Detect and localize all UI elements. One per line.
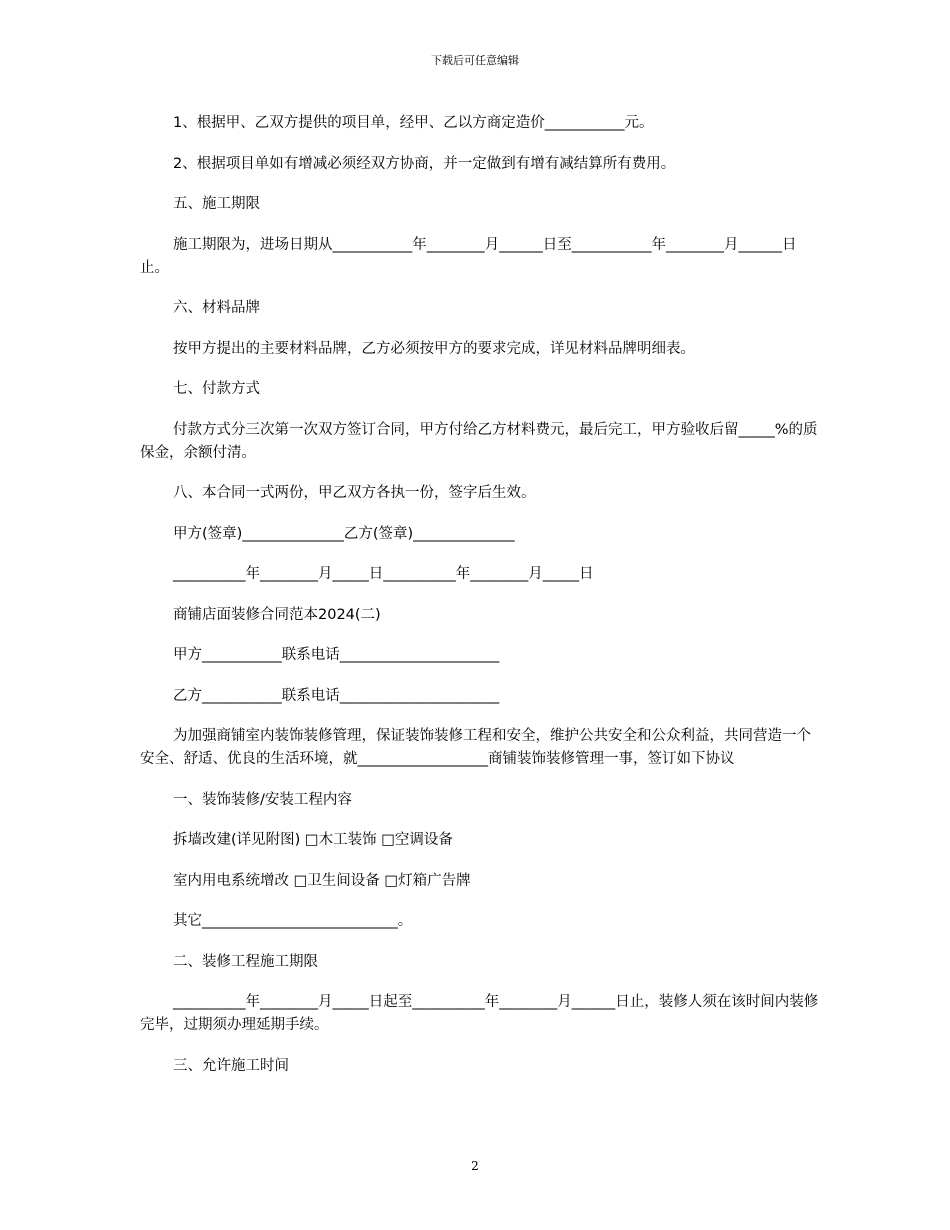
section-heading-hours: 三、允许施工时间 [173,1057,289,1074]
signature-line: 甲方(签章)______________乙方(签章)______________ [173,525,515,542]
section-heading-period: 二、装修工程施工期限 [173,953,318,970]
clause-copies: 八、本合同一式两份，甲乙双方各执一份，签字后生效。 [173,485,536,501]
page-number: 2 [471,1159,479,1173]
checklist-other: 其它___________________________。 [173,913,413,929]
clause-period: __________年________月_____日起至__________年________月______日止，装修人须在该时间内装修完毕，过期须办理延期手续。 [140,994,819,1033]
clause-materials: 按甲方提出的主要材料品牌，乙方必须按甲方的要求完成，详见材料品牌明细表。 [173,340,695,357]
section-heading-schedule: 五、施工期限 [173,196,260,212]
checklist-line-2: 室内用电系统增改 □卫生间设备 □灯箱广告牌 [173,872,471,889]
preamble: 为加强商铺室内装饰装修管理，保证装饰装修工程和安全，维护公共安全和公众利益，共同营造一个安全、舒适、优良的生活环境，就__________________商铺装饰装修管理一事，签订如下协议 [140,728,811,767]
section-heading-materials: 六、材料品牌 [173,300,260,316]
clause-adjustment: 2、根据项目单如有增减必须经双方协商，并一定做到有增有减结算所有费用。 [173,155,676,172]
party-b-contact: 乙方___________联系电话______________________ [173,687,500,704]
section-heading-content: 一、装饰装修/安装工程内容 [173,791,352,808]
document-title-2: 商铺店面装修合同范本2024(二) [173,606,381,623]
document-body [140,112,820,1095]
clause-schedule: 施工期限为，进场日期从___________年________月______日至___________年________月______日止。 [140,236,797,276]
clause-price: 1、根据甲、乙双方提供的项目单，经甲、乙以方商定造价___________元。 [173,115,654,131]
signature-date-line: __________年________月_____日__________年________月_____日 [173,566,594,582]
section-heading-payment: 七、付款方式 [173,381,260,397]
party-a-contact: 甲方___________联系电话______________________ [173,647,500,663]
page-header: 下载后可任意编辑 [431,54,519,67]
checklist-line-1: 拆墙改建(详见附图) □木工装饰 □空调设备 [173,832,453,848]
clause-payment: 付款方式分三次第一次双方签订合同，甲方付给乙方材料费元，最后完工，甲方验收后留_____%的质保金，余额付清。 [140,421,818,461]
